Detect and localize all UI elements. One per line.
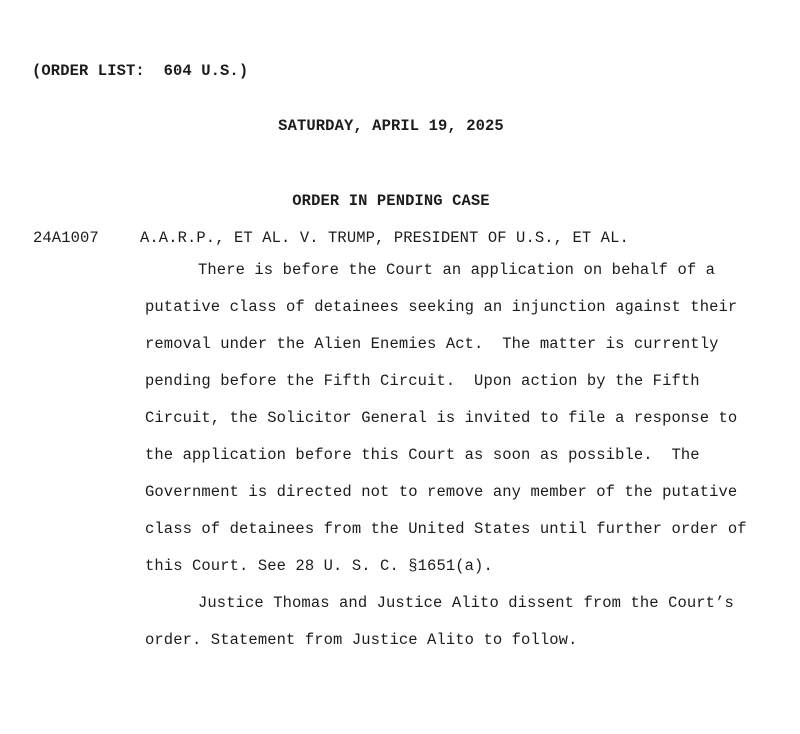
order-text-line: class of detainees from the United States until further order of [145,520,747,538]
order-text-line: Justice Thomas and Justice Alito dissent from the Court’s [198,594,734,612]
order-text-line: pending before the Fifth Circuit. Upon action by the Fifth [145,372,700,390]
order-body [145,252,747,659]
docket-number: 24A1007 [33,229,99,247]
order-text-line: the application before this Court as soon as possible. The [145,446,700,464]
order-text-line: order. Statement from Justice Alito to follow. [145,631,578,649]
order-text-line: Circuit, the Solicitor General is invited to file a response to [145,409,738,427]
order-text-line: this Court. See 28 U. S. C. §1651(a). [145,557,493,575]
order-text-line: Government is directed not to remove any member of the putative [145,483,738,501]
order-text-line: There is before the Court an application on behalf of a [198,261,716,279]
section-heading: ORDER IN PENDING CASE [292,192,490,210]
case-title: A.A.R.P., ET AL. V. TRUMP, PRESIDENT OF U.S., ET AL. [140,229,629,247]
order-list-label: (ORDER LIST: 604 U.S.) [32,62,249,80]
order-text-line: putative class of detainees seeking an injunction against their [145,298,738,316]
order-text-line: removal under the Alien Enemies Act. The matter is currently [145,335,719,353]
date-heading: SATURDAY, APRIL 19, 2025 [278,117,504,135]
